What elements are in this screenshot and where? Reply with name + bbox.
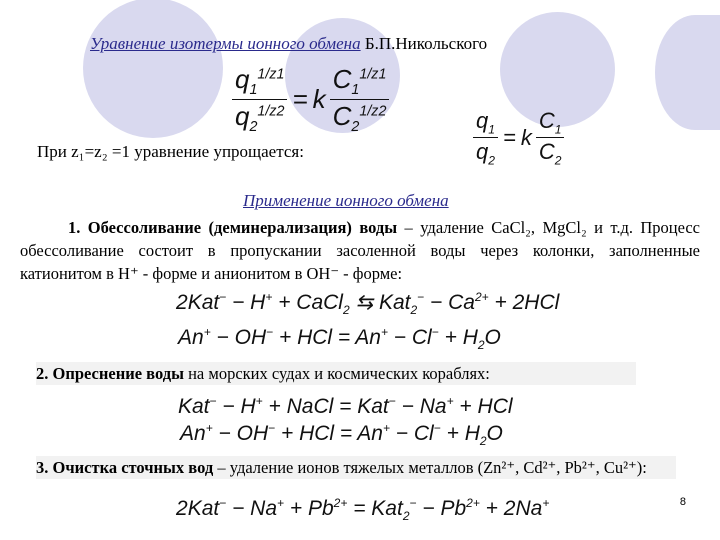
slide-title-italic: Уравнение изотермы ионного обмена [90,34,361,53]
item-1-heading: 1. Обессоливание (деминерализация) воды [68,218,398,237]
page-number: 8 [679,496,686,508]
reaction-5: $2Kat^- - Na^+ + Pb^{2+} = Kat_2^- - Pb^{2+} + 2Na^+$ [176,496,550,524]
slide-title-rest: Б.П.Никольского [360,34,488,53]
decor-circle-1 [83,0,223,138]
item-3-paragraph [36,456,676,479]
slide-title [90,34,487,54]
reaction-4: An+ − OH− + HCl = $An^+ - Cl^- + H_2O$ [180,421,503,449]
item-1-paragraph [20,216,700,285]
item-2-text: на морских судах и космических кораблях: [183,364,490,383]
reaction-1: 2Kat− − H+ + CaCl$_2$ ⇆ $Kat_2^- - Ca^{2+} + 2HCl$ [176,290,560,318]
reaction-2: An+ − OH− + HCl = $An^+ - Cl^- + H_2O$ [178,325,501,353]
item-3-text: – удаление ионов тяжелых металлов (Zn²⁺, Cd²⁺, Pb²⁺, Cu²⁺): [213,458,647,477]
section-title: Применение ионного обмена [243,191,449,210]
item-2-paragraph [36,362,636,385]
reaction-3: Kat− − H+ + NaCl = Kat− − Na+ + HCl [178,394,513,418]
nikolsky-equation: $\frac{q_1^{1/z1}}{q_2^{1/z2}}$ = k $\frac{C_1^{1/z1}}{C_2^{1/z2}}$ [232,64,389,135]
item-3-heading: 3. Очистка сточных вод [36,458,214,477]
decor-circle-4 [655,15,720,130]
simplification-note: При z₁=z₂ =1 уравнение упрощается: [37,142,304,161]
item-2-heading: 2. Опреснение воды [36,364,184,383]
simplified-equation: $\frac{q_1}{q_2}$ = k $\frac{C_1}{C_2}$ [473,108,564,168]
item-1-text: – удаление CaCl₂, MgCl₂ и т.д. Процесс обессоливание состоит в пропускании засоленной воды через колонки, заполненные катионитом в H⁺ - форме и анионитом в OH⁻ - форме: [20,218,701,283]
